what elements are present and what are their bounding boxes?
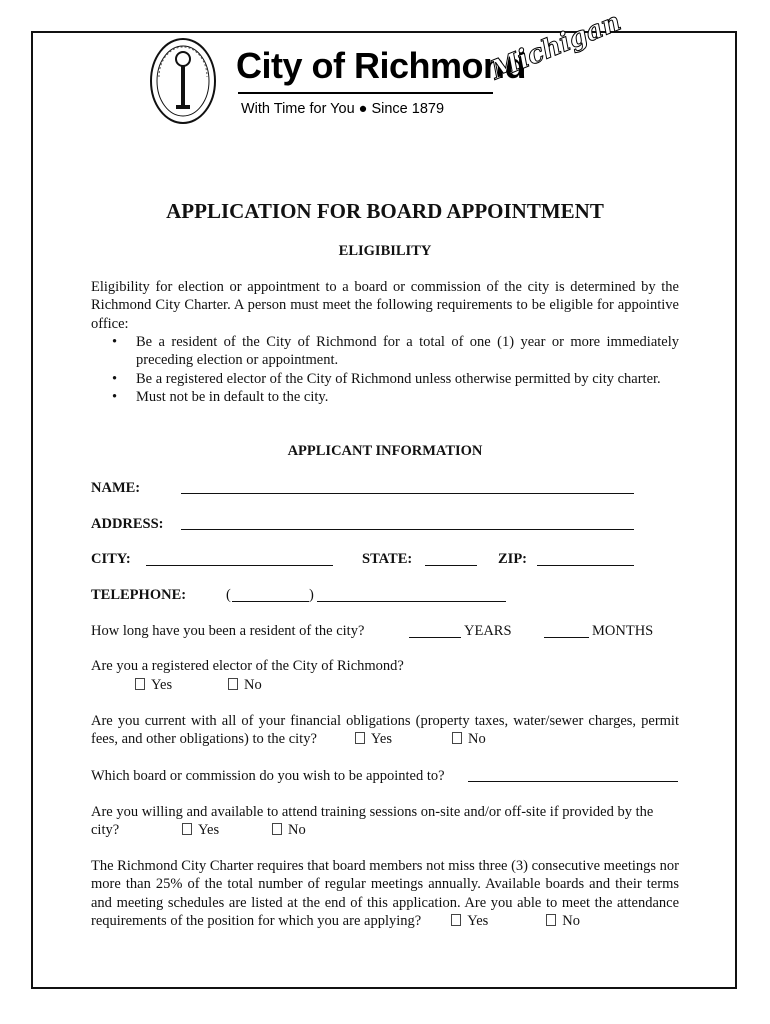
elector-no-option[interactable] bbox=[228, 676, 262, 694]
form-title: APPLICATION FOR BOARD APPOINTMENT bbox=[166, 199, 604, 223]
attendance-yes-option[interactable]: Yes bbox=[451, 913, 488, 929]
city-wordmark: City of Richmond bbox=[236, 45, 526, 86]
state-script: Michigan bbox=[486, 6, 626, 86]
financial-question: Are you current with all of your financial obligations (property taxes, water/sewer charges, permit fees, and other obligations) to the city? Yes No bbox=[91, 713, 679, 748]
tagline: With Time for You ● Since 1879 bbox=[241, 101, 445, 117]
requirement-item: • Be a registered elector of the City of Richmond unless otherwise permitted by city charter. bbox=[112, 370, 679, 388]
attendance-question: The Richmond City Charter requires that board members not miss three (3) consecutive meetings nor more than 25% of the total number of regular meetings annually. Available boards and their terms and meeting schedules are listed at the end of this application. Are you able to meet the attendance requirements of the position for which you are applying? Yes No bbox=[91, 858, 679, 929]
board-field[interactable] bbox=[468, 781, 678, 782]
requirement-item: • Be a resident of the City of Richmond for a total of one (1) year or more immediately preceding election or appointment. bbox=[112, 333, 679, 370]
checkbox-icon[interactable] bbox=[272, 823, 282, 835]
checkbox-icon[interactable] bbox=[135, 678, 145, 690]
training-question: Are you willing and available to attend training sessions on-site and/or off-site if provided by the bbox=[91, 804, 654, 820]
area-code-close-paren: ) bbox=[309, 587, 314, 603]
training-yes-option[interactable] bbox=[182, 821, 219, 839]
years-label: YEARS bbox=[464, 623, 512, 639]
checkbox-icon[interactable] bbox=[182, 823, 192, 835]
checkbox-icon[interactable] bbox=[546, 914, 556, 926]
elector-yes-option[interactable] bbox=[135, 676, 172, 694]
wordmark-divider bbox=[238, 92, 493, 94]
requirement-item: • Must not be in default to the city. bbox=[112, 388, 679, 406]
checkbox-icon[interactable] bbox=[228, 678, 238, 690]
name-label: NAME: bbox=[91, 480, 141, 496]
yes-label: Yes bbox=[198, 822, 220, 838]
area-code-open-paren: ( bbox=[226, 587, 231, 603]
training-no-option[interactable] bbox=[272, 821, 306, 839]
no-label: No bbox=[288, 822, 306, 838]
months-label: MONTHS bbox=[592, 623, 654, 639]
city-label: CITY: bbox=[91, 551, 131, 567]
state-label: STATE: bbox=[362, 551, 413, 567]
residency-question: How long have you been a resident of the city? bbox=[91, 623, 365, 639]
months-field[interactable] bbox=[544, 637, 589, 638]
training-question-cont: city? bbox=[91, 822, 120, 838]
telephone-label: TELEPHONE: bbox=[91, 587, 187, 603]
city-seal-logo bbox=[149, 37, 217, 125]
requirements-list bbox=[112, 333, 679, 406]
eligibility-heading: ELIGIBILITY bbox=[338, 243, 432, 259]
financial-no-option[interactable]: No bbox=[452, 731, 486, 747]
area-code-field[interactable] bbox=[232, 601, 309, 602]
city-field[interactable] bbox=[146, 565, 333, 566]
eligibility-intro: Eligibility for election or appointment to a board or commission of the city is determined by the Richmond City Charter. A person must meet the following requirements to be eligible for appointive office: bbox=[91, 279, 679, 332]
attendance-no-option[interactable]: No bbox=[546, 913, 580, 929]
zip-field[interactable] bbox=[537, 565, 634, 566]
years-field[interactable] bbox=[409, 637, 461, 638]
no-label: No bbox=[244, 677, 262, 693]
checkbox-icon[interactable] bbox=[452, 732, 462, 744]
elector-question: Are you a registered elector of the City of Richmond? bbox=[91, 658, 404, 674]
checkbox-icon[interactable] bbox=[355, 732, 365, 744]
state-field[interactable] bbox=[425, 565, 477, 566]
zip-label: ZIP: bbox=[498, 551, 527, 567]
board-question: Which board or commission do you wish to be appointed to? bbox=[91, 768, 445, 784]
checkbox-icon[interactable] bbox=[451, 914, 461, 926]
phone-number-field[interactable] bbox=[317, 601, 506, 602]
address-field[interactable] bbox=[181, 529, 634, 530]
address-label: ADDRESS: bbox=[91, 516, 164, 532]
yes-label: Yes bbox=[151, 677, 173, 693]
page-border bbox=[31, 31, 737, 989]
name-field[interactable] bbox=[181, 493, 634, 494]
applicant-heading: APPLICANT INFORMATION bbox=[287, 443, 483, 459]
financial-yes-option[interactable]: Yes bbox=[355, 731, 392, 747]
